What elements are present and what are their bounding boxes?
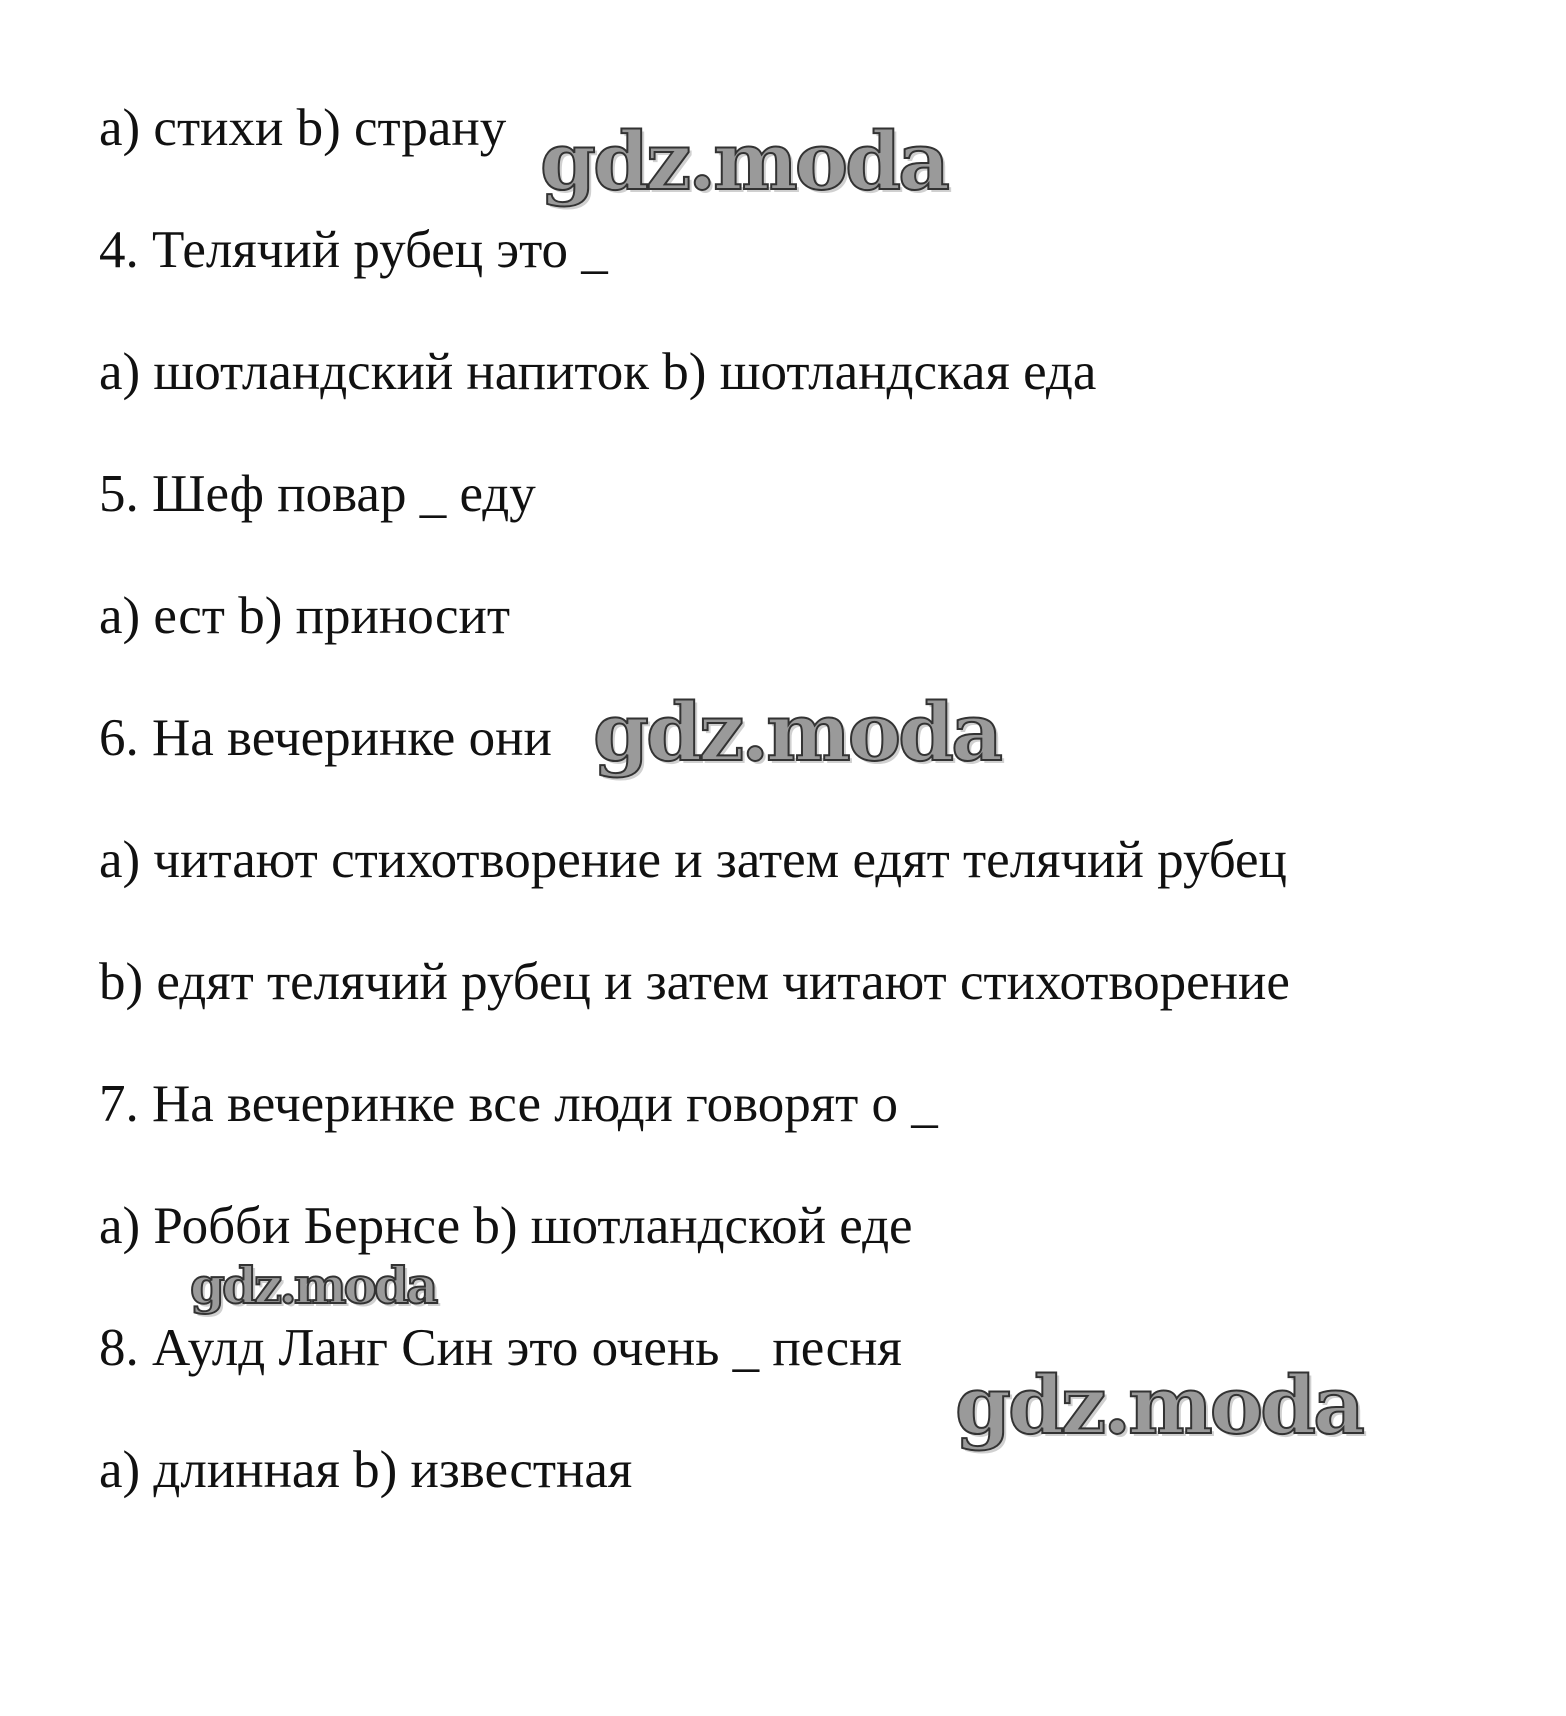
- text-line-1: a) стихи b) страну: [99, 99, 507, 157]
- text-line-8: b) едят телячий рубец и затем читают стихотворение: [99, 953, 1290, 1011]
- watermark-logo: gdz.moda: [540, 114, 947, 208]
- watermark-logo: gdz.moda: [955, 1358, 1362, 1452]
- text-line-10: a) Робби Бернсе b) шотландской еде: [99, 1197, 913, 1255]
- text-line-2: 4. Телячий рубец это _: [99, 221, 608, 279]
- text-line-3: a) шотландский напиток b) шотландская еда: [99, 343, 1097, 401]
- text-line-11: 8. Аулд Ланг Син это очень _ песня: [99, 1319, 902, 1377]
- text-line-4: 5. Шеф повар _ еду: [99, 465, 536, 523]
- text-line-5: a) ест b) приносит: [99, 587, 511, 645]
- text-line-7: a) читают стихотворение и затем едят телячий рубец: [99, 831, 1287, 889]
- text-line-9: 7. На вечеринке все люди говорят о _: [99, 1075, 938, 1133]
- text-line-12: a) длинная b) известная: [99, 1441, 633, 1499]
- watermark-logo: gdz.moda: [190, 1256, 436, 1315]
- text-line-6: 6. На вечеринке они: [99, 709, 552, 767]
- watermark-logo: gdz.moda: [593, 685, 1000, 779]
